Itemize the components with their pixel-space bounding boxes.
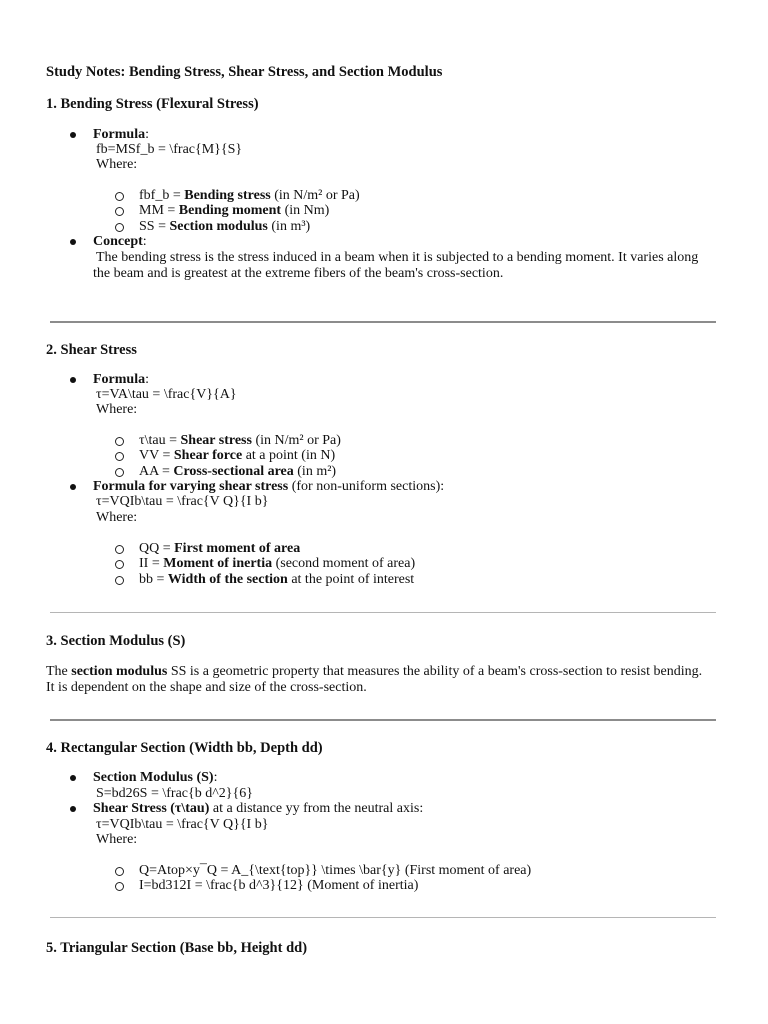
circle-bullet xyxy=(115,882,124,891)
horizontal-divider xyxy=(50,612,716,613)
term-detail: (second moment of area) xyxy=(272,556,416,571)
circle-bullet xyxy=(115,192,124,201)
term-bending-stress xyxy=(139,188,360,204)
circle-bullet xyxy=(115,867,124,876)
concept-paragraph: The bending stress is the stress induced in a beam when it is subjected to a bending moment. It varies along the beam and is greatest at the extreme fibers of the beam's cross-section. xyxy=(93,250,699,281)
term-name: First moment of area xyxy=(174,541,301,556)
shear-stress-detail: at a distance yy from the neutral axis: xyxy=(209,801,424,816)
concept-colon: : xyxy=(142,234,147,249)
concept-label-line xyxy=(93,234,147,250)
term-moment-of-inertia xyxy=(139,556,415,572)
term-name: Shear stress xyxy=(180,433,252,448)
varying-shear-detail: (for non-uniform sections): xyxy=(288,479,445,494)
varying-shear-formula: τ=VQIb\tau = \frac{V Q}{I b} xyxy=(96,494,269,509)
bullet-dot xyxy=(70,806,76,812)
concept-label: Concept xyxy=(93,234,143,249)
varying-shear-label-line xyxy=(93,479,444,495)
paragraph-intro: The xyxy=(46,664,72,679)
where-label: Where: xyxy=(96,832,138,847)
section-3-heading: 3. Section Modulus (S) xyxy=(46,633,186,649)
term-cross-sectional-area xyxy=(139,464,336,480)
paragraph-term: section modulus xyxy=(71,664,168,679)
document-title: Study Notes: Bending Stress, Shear Stress, and Section Modulus xyxy=(46,64,443,80)
term-section-modulus xyxy=(139,219,310,235)
term-name: Bending moment xyxy=(178,203,282,218)
term-detail: (in N/m² or Pa) xyxy=(270,188,360,203)
circle-bullet xyxy=(115,223,124,232)
term-detail: at a point (in N) xyxy=(242,448,336,463)
where-label: Where: xyxy=(96,157,138,172)
term-name: Section modulus xyxy=(169,219,268,234)
term-shear-force xyxy=(139,448,335,464)
term-symbol: MM = xyxy=(139,203,179,218)
horizontal-divider xyxy=(50,917,716,918)
bullet-dot xyxy=(70,377,76,383)
term-shear-stress xyxy=(139,433,341,449)
term-symbol: II = xyxy=(139,556,164,571)
term-first-moment-formula: Q=Atop×y¯Q = A_{\text{top}} \times \bar{y} (First moment of area) xyxy=(139,863,532,878)
circle-bullet xyxy=(115,468,124,477)
term-first-moment xyxy=(139,541,300,557)
formula-label: Formula xyxy=(93,127,146,142)
circle-bullet xyxy=(115,576,124,585)
term-name: Cross-sectional area xyxy=(173,464,294,479)
where-label: Where: xyxy=(96,510,138,525)
term-symbol: τ\tau = xyxy=(139,433,181,448)
paragraph-text: SS is a geometric property that measures the ability of a beam's cross-section to resist bending. It is dependent on the shape and size of the cross-section. xyxy=(46,664,703,695)
term-detail: (in m³) xyxy=(267,219,311,234)
term-symbol: bb = xyxy=(139,572,168,587)
term-symbol: fbf_b = xyxy=(139,188,185,203)
term-bending-moment xyxy=(139,203,329,219)
term-symbol: SS = xyxy=(139,219,170,234)
term-name: Width of the section xyxy=(167,572,288,587)
term-name: Bending stress xyxy=(184,188,271,203)
shear-stress-formula: τ=VA\tau = \frac{V}{A} xyxy=(96,387,237,402)
term-symbol: VV = xyxy=(139,448,174,463)
rectangular-modulus-formula: S=bd26S = \frac{b d^2}{6} xyxy=(96,786,253,801)
where-label: Where: xyxy=(96,402,138,417)
section-2-heading: 2. Shear Stress xyxy=(46,342,137,358)
term-name: Moment of inertia xyxy=(163,556,273,571)
section-5-heading: 5. Triangular Section (Base bb, Height dd) xyxy=(46,940,308,956)
term-detail: (in N/m² or Pa) xyxy=(251,433,341,448)
formula-label-line xyxy=(93,372,149,388)
shear-stress-label-line xyxy=(93,801,423,817)
section-4-heading: 4. Rectangular Section (Width bb, Depth dd) xyxy=(46,740,323,756)
formula-label: Formula xyxy=(93,372,146,387)
formula-colon: : xyxy=(145,127,149,142)
term-detail: at the point of interest xyxy=(287,572,415,587)
horizontal-divider xyxy=(50,719,716,721)
shear-stress-label: Shear Stress (τ\tau) xyxy=(93,801,210,816)
circle-bullet xyxy=(115,545,124,554)
section-1-heading: 1. Bending Stress (Flexural Stress) xyxy=(46,96,259,112)
circle-bullet xyxy=(115,452,124,461)
term-symbol: QQ = xyxy=(139,541,175,556)
modulus-label: Section Modulus (S) xyxy=(93,770,214,785)
bending-stress-formula: fb=MSf_b = \frac{M}{S} xyxy=(96,142,243,157)
term-inertia-formula: I=bd312I = \frac{b d^3}{12} (Moment of inertia) xyxy=(139,878,419,893)
rectangular-shear-formula: τ=VQIb\tau = \frac{V Q}{I b} xyxy=(96,817,269,832)
formula-label-line xyxy=(93,127,149,143)
term-detail: (in m²) xyxy=(293,464,337,479)
horizontal-divider xyxy=(50,321,716,323)
circle-bullet xyxy=(115,437,124,446)
bullet-dot xyxy=(70,132,76,138)
term-name: Shear force xyxy=(173,448,243,463)
term-detail: (in Nm) xyxy=(281,203,330,218)
term-section-width xyxy=(139,572,414,588)
modulus-colon: : xyxy=(213,770,218,785)
modulus-label-line xyxy=(93,770,217,786)
bullet-dot xyxy=(70,239,76,245)
circle-bullet xyxy=(115,207,124,216)
section-modulus-paragraph xyxy=(46,664,714,695)
varying-shear-label: Formula for varying shear stress xyxy=(93,479,289,494)
bullet-dot xyxy=(70,484,76,490)
term-symbol: AA = xyxy=(139,464,174,479)
circle-bullet xyxy=(115,560,124,569)
bullet-dot xyxy=(70,775,76,781)
formula-colon: : xyxy=(145,372,149,387)
